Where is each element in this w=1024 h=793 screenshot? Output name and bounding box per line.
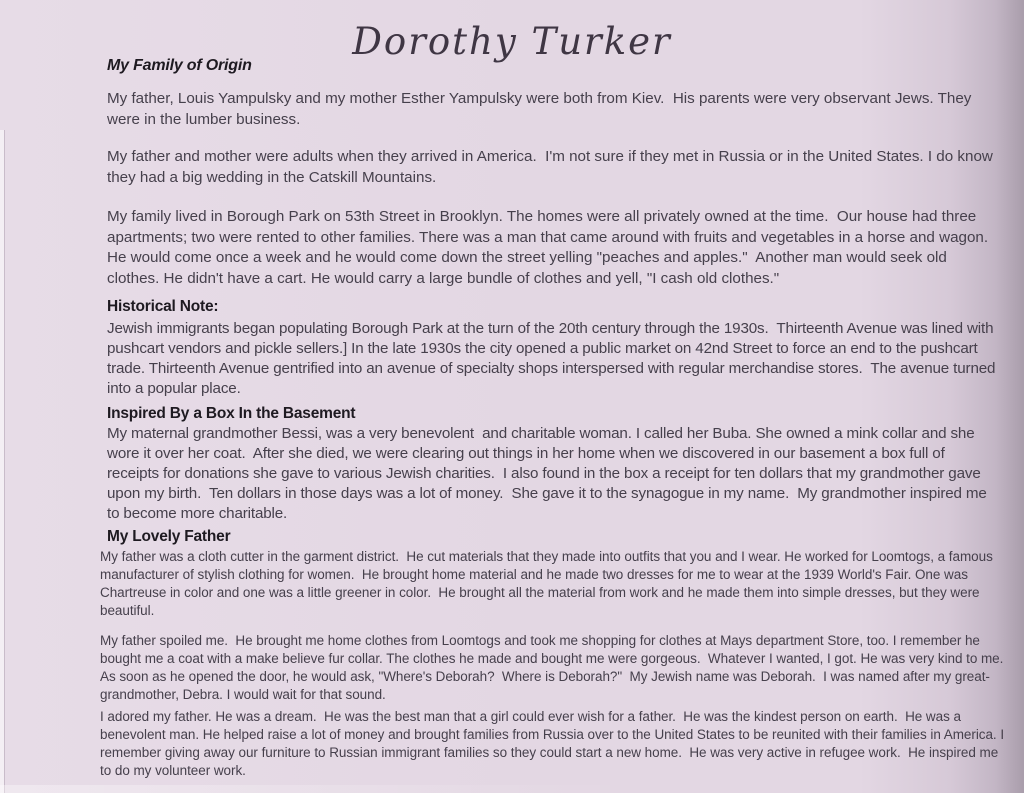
page-bottom-highlight xyxy=(0,785,904,793)
author-signature: Dorothy Turker xyxy=(352,20,672,63)
paragraph-historical-note: Jewish immigrants began populating Borough Park at the turn of the 20th century through the 1930s. Thirteenth Avenue was lined with pushcart vendors and pickle sellers.] In the late 1930s the city opened a public market on 42nd Street to force an end to the pushcart trade. Thirteenth Avenue gentrified into an avenue of specialty shops interspersed with regular merchandise stores. The avenue turned into a popular place. xyxy=(107,320,1000,397)
paragraph-father-2: My father spoiled me. He brought me home clothes from Loomtogs and took me shopping for clothes at Mays department Store, too. I remember he bought me a coat with a make believe fur collar. The clothes he made and bought me were gorgeous. Whatever I wanted, I got. He was very kind to me. As soon as he opened the door, he would ask, "Where's Deborah? Where is Deborah?" My Jewish name was Deborah. I was named after my great-grandmother, Debra. I would wait for that sound. xyxy=(100,633,1011,702)
section-heading-inspired-by-a-box: Inspired By a Box In the Basement xyxy=(107,405,356,422)
section-heading-my-lovely-father: My Lovely Father xyxy=(107,528,231,545)
paragraph-family-3: My family lived in Borough Park on 53th Street in Brooklyn. The homes were all privately owned at the time. Our house had three apartments; two were rented to other families. There was a man that came around with fruits and vegetables in a horse and wagon. He would come once a week and he would come down the street yelling "peaches and apples." Another man would seek old clothes. He didn't have a cart. He would carry a large bundle of clothes and yell, "I cash old clothes." xyxy=(107,208,997,287)
paragraph-family-1: My father, Louis Yampulsky and my mother Esther Yampulsky were both from Kiev. His parents were very observant Jews. They were in the lumber business. xyxy=(107,90,976,128)
paragraph-father-1: My father was a cloth cutter in the garment district. He cut materials that they made into outfits that you and I wear. He worked for Loomtogs, a famous manufacturer of stylish clothing for women. He brought home material and he made two dresses for me to wear at the 1939 World's Fair. One was Chartreuse in color and one was a little greener in color. He brought all the material from work and he made them into simple dresses, but they were beautiful. xyxy=(100,549,997,618)
paragraph-family-2: My father and mother were adults when they arrived in America. I'm not sure if they met in Russia or in the United States. I do know they had a big wedding in the Catskill Mountains. xyxy=(107,148,998,186)
section-heading-historical-note: Historical Note: xyxy=(107,298,219,315)
paragraph-inspired-by-a-box: My maternal grandmother Bessi, was a very benevolent and charitable woman. I called her Buba. She owned a mink collar and she wore it over her coat. After she died, we were clearing out things in her home when we discovered in our basement a box full of receipts for donations she gave to various Jewish charities. I also found in the box a receipt for ten dollars that my grandmother gave upon my birth. Ten dollars in those days was a lot of money. She gave it to the synagogue in my name. My grandmother inspired me to become more charitable. xyxy=(107,425,991,522)
paragraph-father-3: I adored my father. He was a dream. He was the best man that a girl could ever wish for a father. He was the kindest person on earth. He was a benevolent man. He helped raise a lot of money and brought families from Russia over to the United States to be reunited with their families in America. I remember giving away our furniture to Russian immigrant families so they could start a new home. He was very active in refugee work. He inspired me to do my volunteer work. xyxy=(100,709,1008,778)
section-heading-my-family-of-origin: My Family of Origin xyxy=(107,57,252,74)
